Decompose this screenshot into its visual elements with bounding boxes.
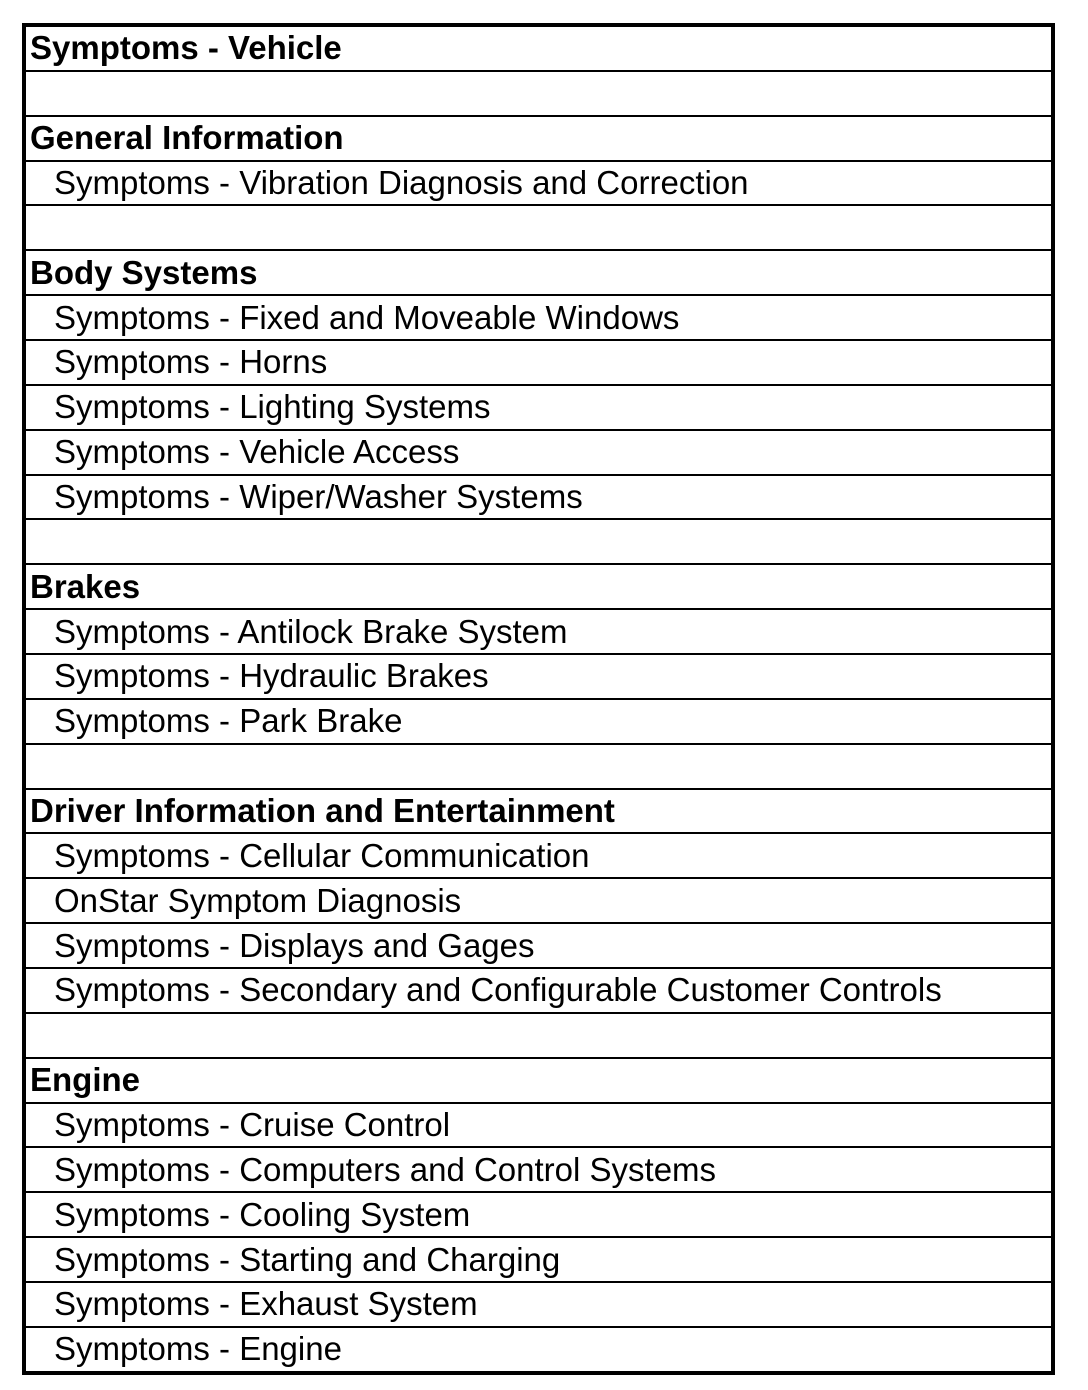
symptom-link[interactable]: Symptoms - Cellular Communication — [26, 834, 1051, 879]
symptom-link[interactable]: Symptoms - Computers and Control Systems — [26, 1148, 1051, 1193]
symptom-link[interactable]: Symptoms - Park Brake — [26, 700, 1051, 745]
symptom-link[interactable]: Symptoms - Vibration Diagnosis and Correction — [26, 162, 1051, 207]
section-heading: Driver Information and Entertainment — [26, 790, 1051, 835]
blank-row — [26, 520, 1051, 565]
symptom-link[interactable]: OnStar Symptom Diagnosis — [26, 879, 1051, 924]
symptom-link[interactable]: Symptoms - Fixed and Moveable Windows — [26, 296, 1051, 341]
symptom-link[interactable]: Symptoms - Vehicle Access — [26, 431, 1051, 476]
symptom-link[interactable]: Symptoms - Cooling System — [26, 1193, 1051, 1238]
symptoms-table — [22, 23, 1055, 1375]
blank-row — [26, 745, 1051, 790]
symptom-link[interactable]: Symptoms - Hydraulic Brakes — [26, 655, 1051, 700]
symptom-link[interactable]: Symptoms - Secondary and Configurable Customer Controls — [26, 969, 1051, 1014]
section-heading: Brakes — [26, 565, 1051, 610]
symptom-link[interactable]: Symptoms - Exhaust System — [26, 1283, 1051, 1328]
section-heading: Engine — [26, 1059, 1051, 1104]
blank-row — [26, 1014, 1051, 1059]
symptom-link[interactable]: Symptoms - Starting and Charging — [26, 1238, 1051, 1283]
symptom-link[interactable]: Symptoms - Cruise Control — [26, 1104, 1051, 1149]
symptom-link[interactable]: Symptoms - Lighting Systems — [26, 386, 1051, 431]
symptom-link[interactable]: Symptoms - Horns — [26, 341, 1051, 386]
symptom-link[interactable]: Symptoms - Wiper/Washer Systems — [26, 476, 1051, 521]
symptom-link[interactable]: Symptoms - Antilock Brake System — [26, 610, 1051, 655]
symptom-link[interactable]: Symptoms - Engine — [54, 1330, 342, 1368]
symptom-link[interactable]: Symptoms - Displays and Gages — [26, 924, 1051, 969]
blank-row — [26, 206, 1051, 251]
section-heading: Symptoms - Vehicle — [26, 27, 1051, 72]
section-heading: Body Systems — [26, 251, 1051, 296]
blank-row — [26, 72, 1051, 117]
section-heading: General Information — [26, 117, 1051, 162]
